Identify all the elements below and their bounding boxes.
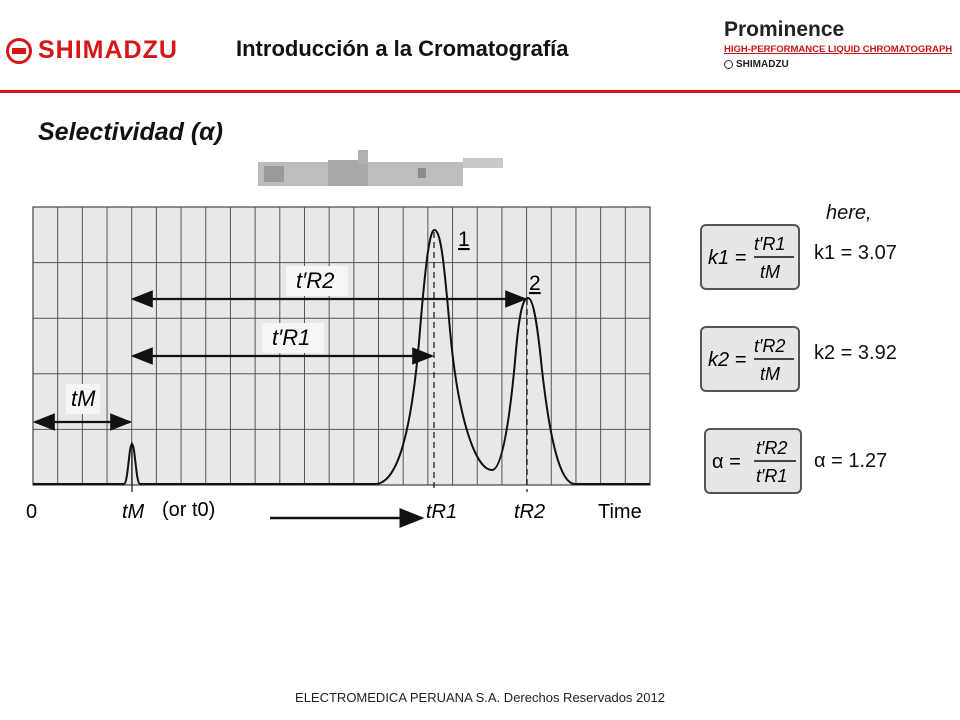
axis-tm-label: tM <box>122 501 145 523</box>
chart-area <box>33 207 650 485</box>
brand-maker-text: SHIMADZU <box>736 59 789 70</box>
chromatogram <box>0 195 700 535</box>
header-title: Introducción a la Cromatografía <box>236 36 569 61</box>
axis-tr2-label: tR2 <box>514 501 546 523</box>
peak-2-label: 2 <box>529 272 541 295</box>
shimadzu-logo-text: SHIMADZU <box>38 36 178 64</box>
slide-title: Selectividad (α) <box>38 118 223 146</box>
axis-t0-label: (or t0) <box>162 499 216 521</box>
alpha-denominator: t′R1 <box>756 466 788 486</box>
brand-name: Prominence <box>724 18 845 41</box>
prominence-brand <box>724 18 956 70</box>
alpha-numerator: t′R2 <box>756 438 788 458</box>
header-divider <box>0 90 960 93</box>
hplc-instrument-image <box>258 150 508 190</box>
k2-lhs: k2 = <box>708 349 747 371</box>
brand-subtitle: HIGH-PERFORMANCE LIQUID CHROMATOGRAPH <box>724 44 953 55</box>
k2-numerator: t′R2 <box>754 336 786 356</box>
k1-formula-box <box>700 224 800 290</box>
k2-formula-box <box>700 326 800 392</box>
shimadzu-logo <box>6 36 178 65</box>
k1-lhs: k1 = <box>708 247 747 269</box>
alpha-value: α = 1.27 <box>814 450 888 472</box>
axis-time-label: Time <box>598 501 642 523</box>
axis-zero-label: 0 <box>26 501 38 523</box>
k1-numerator: t′R1 <box>754 234 786 254</box>
shimadzu-logo-icon <box>6 38 32 64</box>
tr2-prime-label: t′R2 <box>296 268 335 293</box>
alpha-formula-box <box>704 428 802 494</box>
tm-box-label: tM <box>71 386 96 411</box>
axis-tr1-label: tR1 <box>426 501 458 523</box>
k1-value: k1 = 3.07 <box>814 242 897 264</box>
peak-1-label: 1 <box>458 228 470 251</box>
alpha-lhs: α = <box>712 451 741 473</box>
here-label: here, <box>826 202 872 224</box>
tr1-prime-label: t′R1 <box>272 325 311 350</box>
k2-denominator: tM <box>760 364 780 384</box>
k1-denominator: tM <box>760 262 780 282</box>
mini-logo-icon <box>724 60 733 69</box>
brand-maker <box>724 59 956 70</box>
footer: ELECTROMEDICA PERUANA S.A. Derechos Reservados 2012 <box>295 690 665 705</box>
k2-value: k2 = 3.92 <box>814 342 897 364</box>
